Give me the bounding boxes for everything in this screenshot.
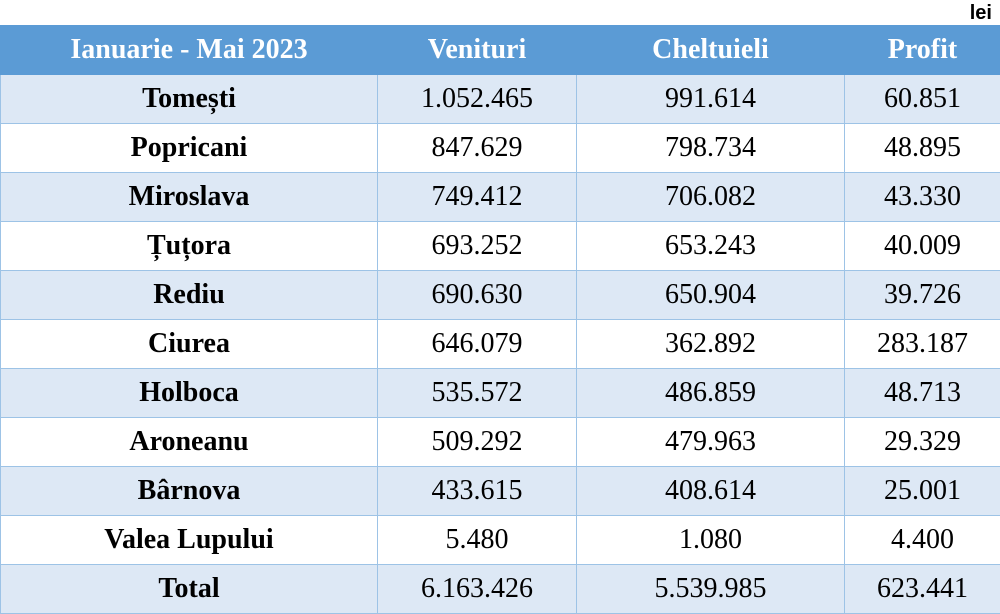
value-cell: 653.243	[577, 222, 845, 271]
value-cell: 991.614	[577, 75, 845, 124]
table-body	[1, 75, 1000, 614]
value-cell: 29.329	[845, 418, 1000, 467]
value-cell: 690.630	[378, 271, 577, 320]
row-label-cell: Miroslava	[1, 173, 378, 222]
value-cell: 486.859	[577, 369, 845, 418]
value-cell: 40.009	[845, 222, 1000, 271]
column-header: Profit	[845, 26, 1000, 75]
table-row	[1, 516, 1000, 565]
value-cell: 5.539.985	[577, 565, 845, 614]
row-label-cell: Bârnova	[1, 467, 378, 516]
table-row	[1, 320, 1000, 369]
column-header: Cheltuieli	[577, 26, 845, 75]
value-cell: 706.082	[577, 173, 845, 222]
table-row	[1, 418, 1000, 467]
value-cell: 479.963	[577, 418, 845, 467]
row-label-cell: Ciurea	[1, 320, 378, 369]
value-cell: 283.187	[845, 320, 1000, 369]
row-label-cell: Holboca	[1, 369, 378, 418]
value-cell: 39.726	[845, 271, 1000, 320]
unit-label: lei	[970, 2, 992, 25]
value-cell: 408.614	[577, 467, 845, 516]
header-row	[1, 26, 1000, 75]
table-row	[1, 75, 1000, 124]
row-label-cell: Țuțora	[1, 222, 378, 271]
column-header: Venituri	[378, 26, 577, 75]
table-row	[1, 173, 1000, 222]
value-cell: 60.851	[845, 75, 1000, 124]
row-label-cell: Rediu	[1, 271, 378, 320]
value-cell: 623.441	[845, 565, 1000, 614]
value-cell: 4.400	[845, 516, 1000, 565]
table-row	[1, 271, 1000, 320]
value-cell: 1.080	[577, 516, 845, 565]
value-cell: 362.892	[577, 320, 845, 369]
table-row	[1, 369, 1000, 418]
row-label-cell: Tomești	[1, 75, 378, 124]
value-cell: 48.713	[845, 369, 1000, 418]
value-cell: 6.163.426	[378, 565, 577, 614]
row-label-cell: Aroneanu	[1, 418, 378, 467]
row-label-cell: Valea Lupului	[1, 516, 378, 565]
table-row	[1, 222, 1000, 271]
value-cell: 433.615	[378, 467, 577, 516]
value-cell: 43.330	[845, 173, 1000, 222]
value-cell: 646.079	[378, 320, 577, 369]
row-label-cell: Popricani	[1, 124, 378, 173]
table-row	[1, 467, 1000, 516]
value-cell: 1.052.465	[378, 75, 577, 124]
value-cell: 798.734	[577, 124, 845, 173]
table-row	[1, 124, 1000, 173]
value-cell: 509.292	[378, 418, 577, 467]
value-cell: 25.001	[845, 467, 1000, 516]
row-label-cell: Total	[1, 565, 378, 614]
value-cell: 650.904	[577, 271, 845, 320]
value-cell: 535.572	[378, 369, 577, 418]
column-header: Ianuarie - Mai 2023	[1, 26, 378, 75]
total-row	[1, 565, 1000, 614]
value-cell: 749.412	[378, 173, 577, 222]
value-cell: 48.895	[845, 124, 1000, 173]
value-cell: 693.252	[378, 222, 577, 271]
value-cell: 5.480	[378, 516, 577, 565]
value-cell: 847.629	[378, 124, 577, 173]
data-table	[0, 25, 1000, 614]
